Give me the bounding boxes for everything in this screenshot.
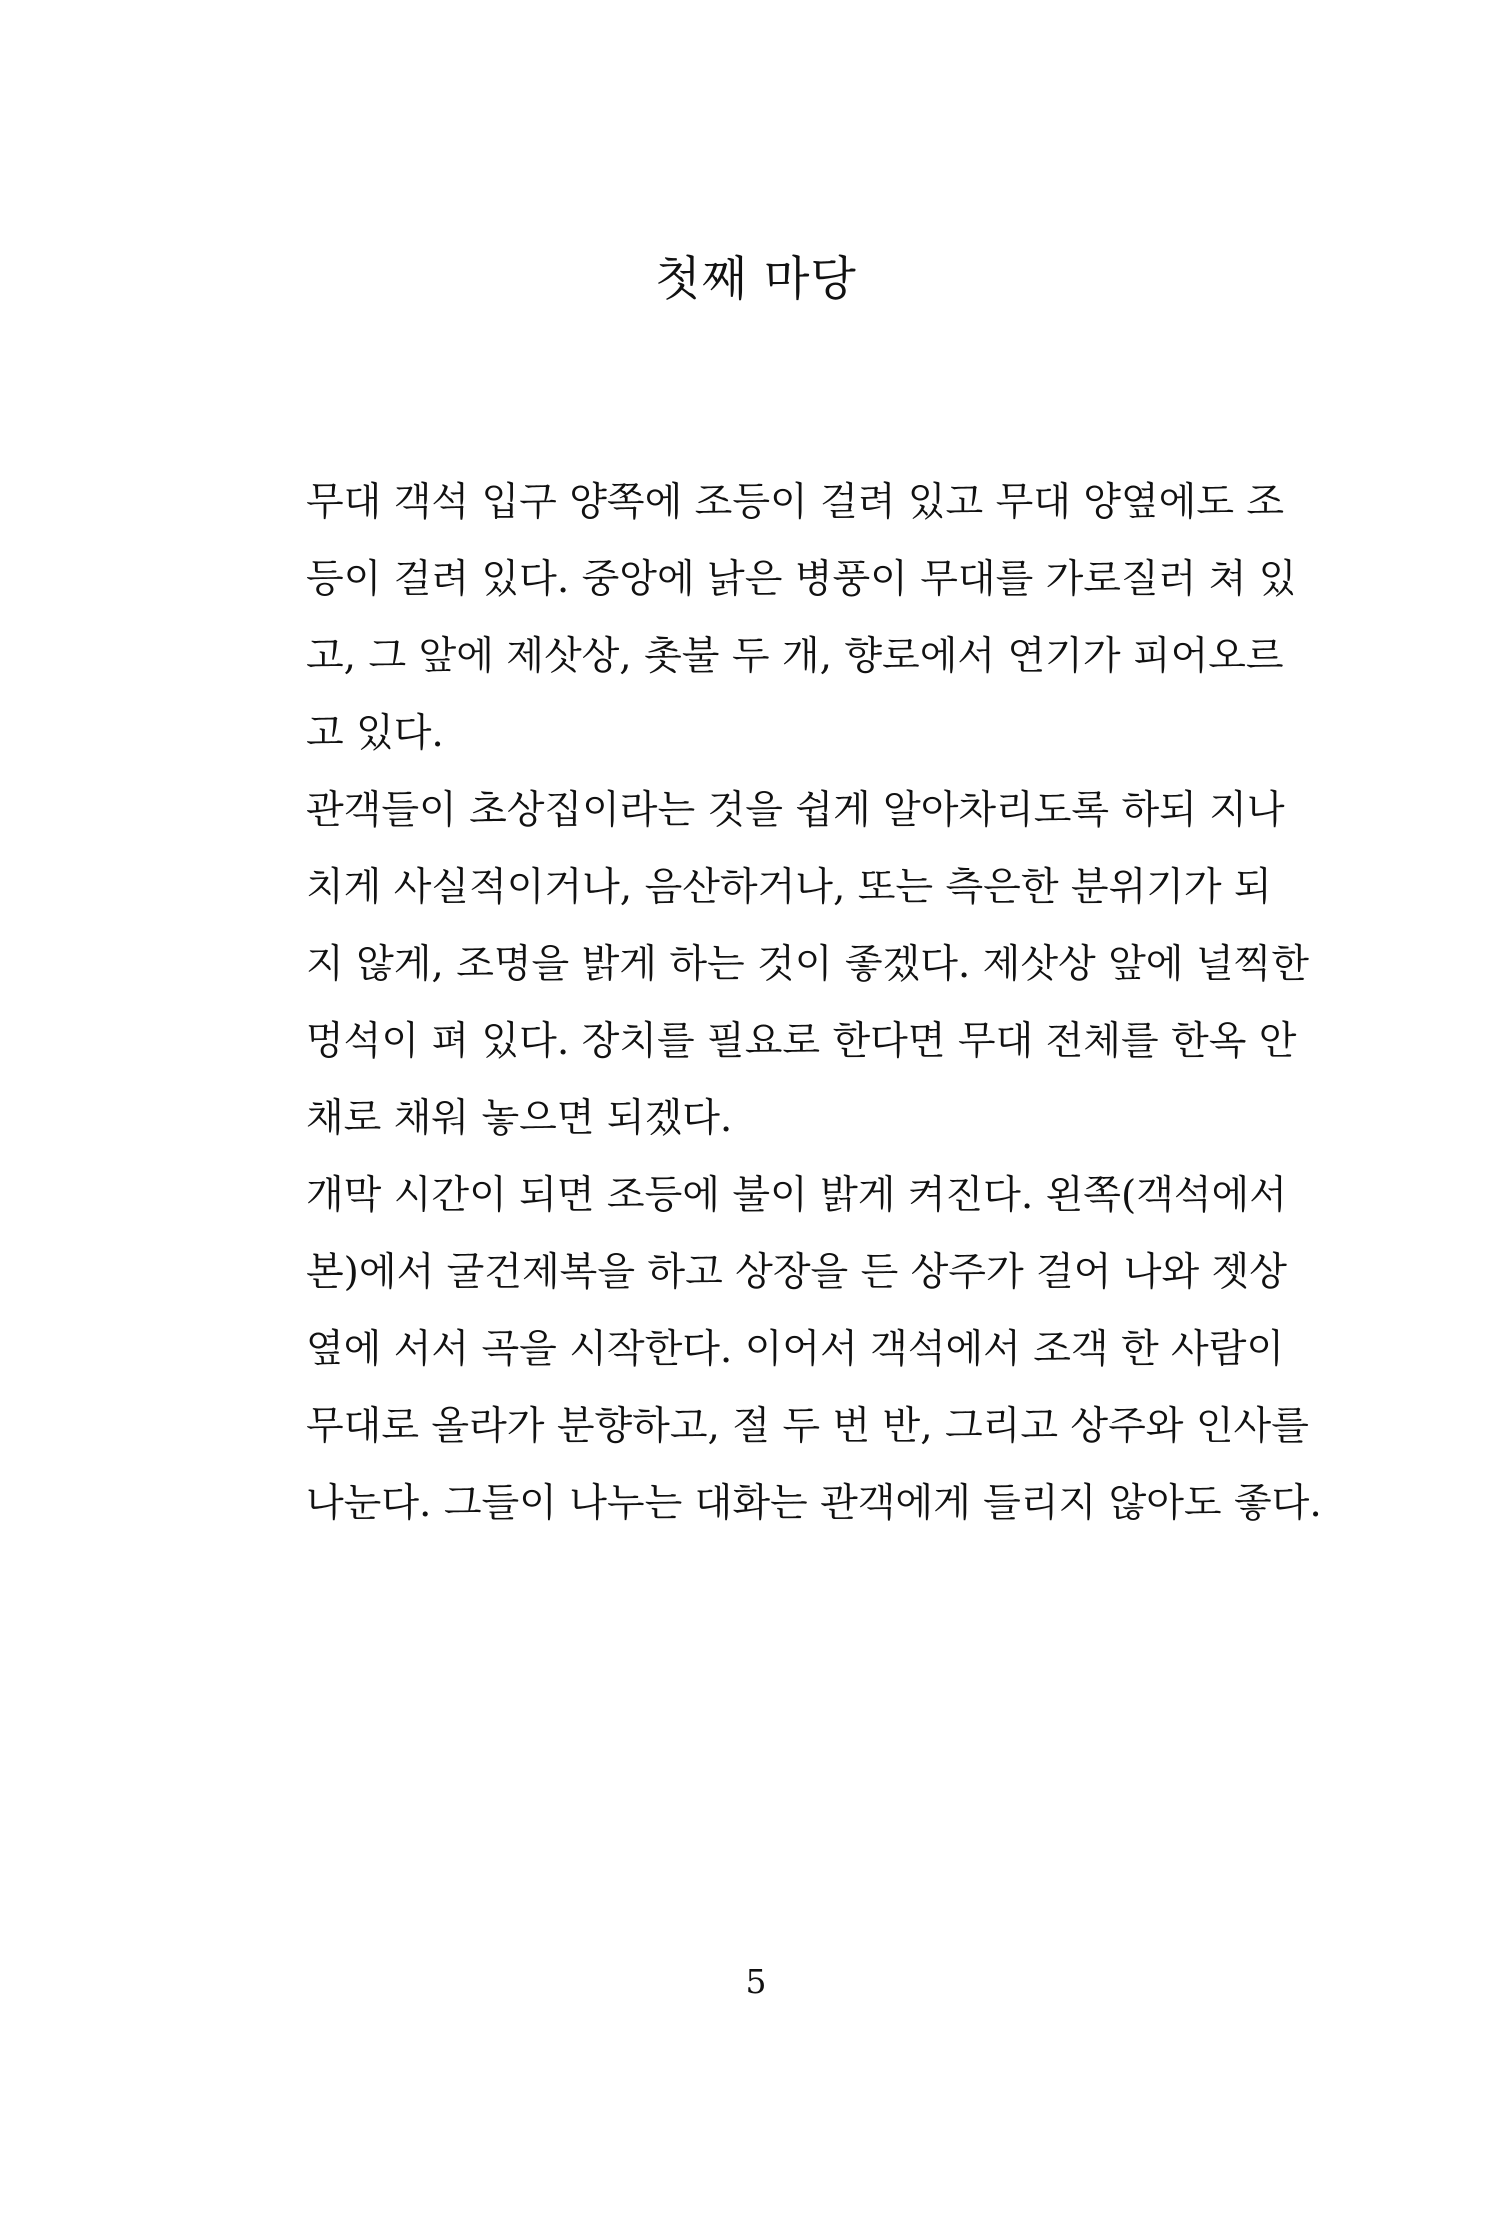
text-line: 무대 객석 입구 양쪽에 조등이 걸려 있고 무대 양옆에도 조 xyxy=(306,480,1285,525)
text-line: 무대로 올라가 분향하고, 절 두 번 반, 그리고 상주와 인사를 xyxy=(306,1404,1309,1449)
text-line: 지 않게, 조명을 밝게 하는 것이 좋겠다. 제삿상 앞에 널찍한 xyxy=(306,942,1309,987)
text-line: 개막 시간이 되면 조등에 불이 밝게 켜진다. 왼쪽(객석에서 xyxy=(306,1173,1287,1218)
text-line: 치게 사실적이거나, 음산하거나, 또는 측은한 분위기가 되 xyxy=(306,865,1272,910)
text-line: 멍석이 펴 있다. 장치를 필요로 한다면 무대 전체를 한옥 안 xyxy=(306,1019,1297,1064)
text-line: 채로 채워 놓으면 되겠다. xyxy=(306,1096,733,1141)
text-line: 옆에 서서 곡을 시작한다. 이어서 객석에서 조객 한 사람이 xyxy=(306,1327,1285,1372)
text-line: 관객들이 초상집이라는 것을 쉽게 알아차리도록 하되 지나 xyxy=(306,788,1285,833)
text-line: 나눈다. 그들이 나누는 대화는 관객에게 들리지 않아도 좋다. xyxy=(306,1481,1322,1526)
text-line: 등이 걸려 있다. 중앙에 낡은 병풍이 무대를 가로질러 쳐 있 xyxy=(306,557,1297,602)
text-line: 고, 그 앞에 제삿상, 촛불 두 개, 향로에서 연기가 피어오르 xyxy=(306,634,1284,679)
page-title: 첫째 마당 xyxy=(655,252,857,307)
text-line: 본)에서 굴건제복을 하고 상장을 든 상주가 걸어 나와 젯상 xyxy=(306,1250,1287,1295)
page-number: 5 xyxy=(745,1962,767,2001)
body-text xyxy=(306,464,1322,1542)
text-line: 고 있다. xyxy=(306,711,444,756)
